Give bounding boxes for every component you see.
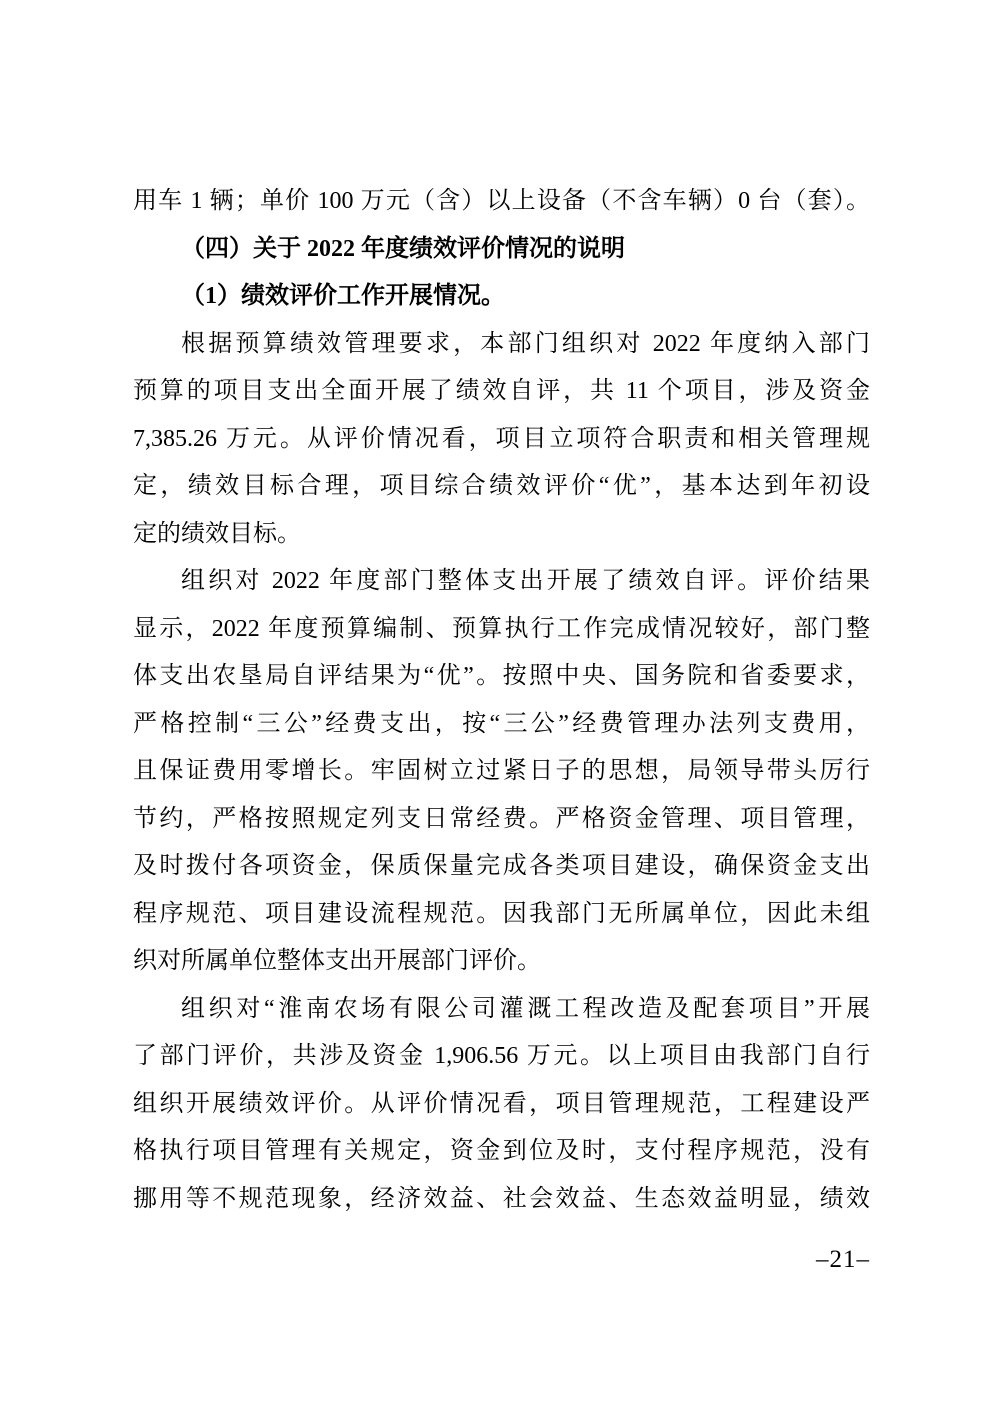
text-line: 定的绩效目标。: [133, 520, 301, 547]
text-line: 且保证费用零增长。牢固树立过紧日子的思想，局领导带头厉行: [133, 758, 870, 784]
text-line: 组织对“淮南农场有限公司灌溉工程改造及配套项目”开展: [181, 995, 870, 1022]
page-number: –21–: [816, 1246, 870, 1273]
text-line: 及时拨付各项资金，保质保量完成各类项目建设，确保资金支出: [133, 853, 870, 879]
text-line: 7,385.26 万元。从评价情况看，项目立项符合职责和相关管理规: [133, 425, 870, 452]
text-line: 挪用等不规范现象，经济效益、社会效益、生态效益明显，绩效: [133, 1185, 870, 1212]
subsection-heading-1: （1）绩效评价工作开展情况。: [181, 283, 505, 309]
text-line: 严格控制“三公”经费支出，按“三公”经费管理办法列支费用，: [133, 710, 870, 737]
text-line: 定，绩效目标合理，项目综合绩效评价“优”，基本达到年初设: [133, 473, 870, 499]
text-line: 织对所属单位整体支出开展部门评价。: [133, 948, 541, 974]
text-line: 根据预算绩效管理要求，本部门组织对 2022 年度纳入部门: [181, 330, 870, 357]
text-line: 程序规范、项目建设流程规范。因我部门无所属单位，因此未组: [133, 900, 870, 927]
text-line: 组织对 2022 年度部门整体支出开展了绩效自评。评价结果: [181, 568, 870, 594]
text-line: 用车 1 辆；单价 100 万元（含）以上设备（不含车辆）0 台（套）。: [133, 188, 870, 214]
text-line: 格执行项目管理有关规定，资金到位及时，支付程序规范，没有: [133, 1138, 870, 1164]
text-line: 节约，严格按照规定列支日常经费。严格资金管理、项目管理，: [133, 805, 870, 832]
text-line: 预算的项目支出全面开展了绩效自评，共 11 个项目，涉及资金: [133, 378, 870, 404]
text-line: 了部门评价，共涉及资金 1,906.56 万元。以上项目由我部门自行: [133, 1043, 870, 1069]
document-body: [133, 178, 870, 1223]
text-line: 组织开展绩效评价。从评价情况看，项目管理规范，工程建设严: [133, 1090, 870, 1117]
text-line: 显示，2022 年度预算编制、预算执行工作完成情况较好，部门整: [133, 615, 870, 642]
section-heading-4: （四）关于 2022 年度绩效评价情况的说明: [181, 235, 625, 262]
text-line: 体支出农垦局自评结果为“优”。按照中央、国务院和省委要求，: [133, 663, 870, 689]
